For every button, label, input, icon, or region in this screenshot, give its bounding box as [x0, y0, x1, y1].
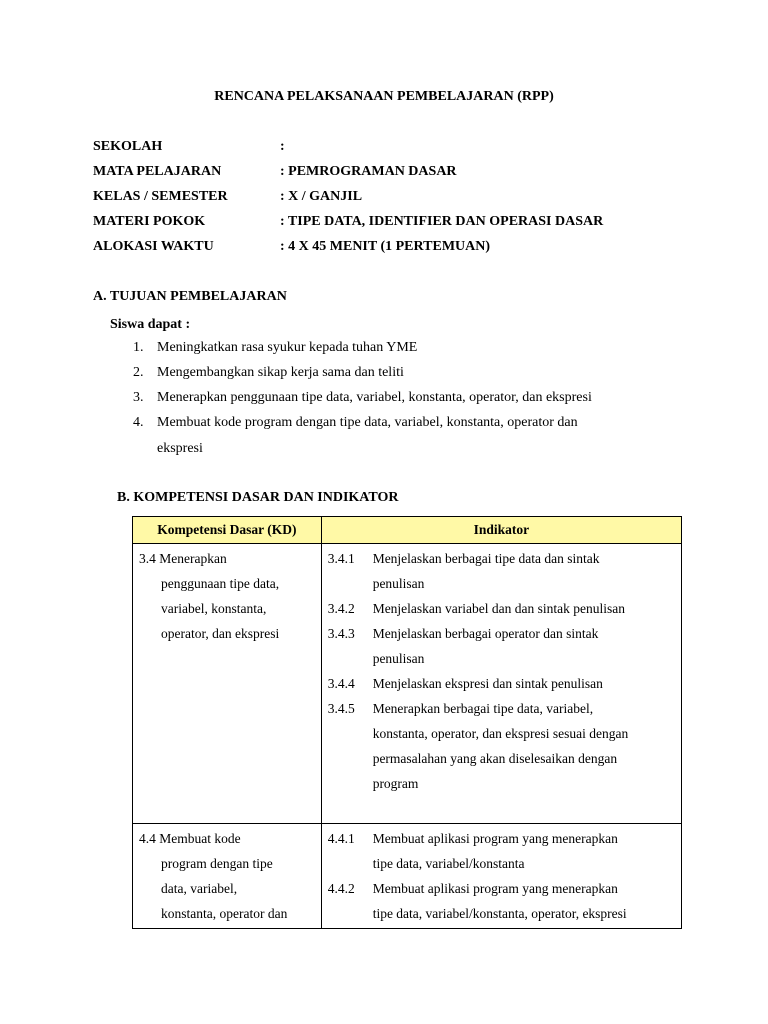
objective-text-continuation: ekspresi	[157, 441, 203, 456]
identity-row-subject	[93, 164, 457, 180]
indicator-line: permasalahan yang akan diselesaikan dengan	[372, 751, 618, 766]
identity-row-class	[93, 189, 362, 205]
identity-value: : TIPE DATA, IDENTIFIER DAN OPERASI DASAR	[280, 214, 604, 229]
objective-number: 4.	[133, 415, 144, 430]
identity-label: SEKOLAH	[93, 139, 163, 154]
identity-value: : X / GANJIL	[280, 189, 363, 204]
indicator-line: Menjelaskan ekspresi dan sintak penulisan	[372, 676, 603, 691]
section-b-heading: B. KOMPETENSI DASAR DAN INDIKATOR	[117, 490, 399, 505]
indicator-line: Menjelaskan berbagai operator dan sintak	[372, 626, 599, 641]
indicator-number: 3.4.5	[327, 701, 355, 716]
column-header-indicator: Indikator	[321, 517, 681, 544]
indicator-line: Menjelaskan berbagai tipe data dan sintak	[372, 551, 600, 566]
indicator-item	[328, 696, 675, 796]
objective-item	[133, 415, 578, 431]
objective-number: 2.	[133, 365, 144, 380]
indicator-line: Menjelaskan variabel dan dan sintak penulisan	[372, 601, 625, 616]
indicator-number: 3.4.2	[327, 601, 355, 616]
kd-line: operator, dan ekspresi	[161, 626, 280, 641]
objective-text: Menerapkan penggunaan tipe data, variabel, konstanta, operator, dan ekspresi	[157, 390, 592, 405]
indicator-cell	[321, 824, 681, 929]
kd-line: penggunaan tipe data,	[161, 576, 280, 591]
identity-row-topic	[93, 214, 603, 230]
indicator-item	[328, 546, 675, 596]
table-header-row	[133, 517, 682, 544]
indicator-item	[328, 876, 675, 926]
identity-label: KELAS / SEMESTER	[93, 189, 228, 204]
objective-number: 1.	[133, 340, 144, 355]
identity-row-school	[93, 139, 285, 155]
objective-item	[133, 390, 592, 406]
kd-line: 4.4 Membuat kode	[139, 831, 241, 846]
indicator-number: 3.4.1	[327, 551, 355, 566]
indicator-line: tipe data, variabel/konstanta, operator, ekspresi	[372, 906, 627, 921]
objective-text: Membuat kode program dengan tipe data, variabel, konstanta, operator dan	[157, 415, 578, 430]
kd-cell	[133, 544, 322, 824]
indicator-item	[328, 596, 675, 621]
identity-value: :	[280, 139, 285, 154]
indicator-line: Membuat aplikasi program yang menerapkan	[372, 831, 618, 846]
identity-value: : 4 X 45 MENIT (1 PERTEMUAN)	[280, 239, 491, 254]
objectives-lead: Siswa dapat :	[110, 317, 191, 332]
indicator-line: program	[372, 776, 419, 791]
indicator-cell	[321, 544, 681, 824]
indicator-line: penulisan	[372, 651, 425, 666]
document-title: RENCANA PELAKSANAAN PEMBELAJARAN (RPP)	[214, 89, 554, 104]
kd-line: konstanta, operator dan	[161, 906, 288, 921]
table-row	[133, 544, 682, 824]
indicator-line: tipe data, variabel/konstanta	[372, 856, 525, 871]
kd-line: data, variabel,	[161, 881, 238, 896]
indicator-line: konstanta, operator, dan ekspresi sesuai dengan	[372, 726, 629, 741]
objective-text: Mengembangkan sikap kerja sama dan teliti	[157, 365, 404, 380]
objective-number: 3.	[133, 390, 144, 405]
identity-label: MATERI POKOK	[93, 214, 206, 229]
identity-label: MATA PELAJARAN	[93, 164, 222, 179]
indicator-number: 3.4.4	[327, 676, 355, 691]
kd-line: program dengan tipe	[161, 856, 273, 871]
indicator-line: Membuat aplikasi program yang menerapkan	[372, 881, 618, 896]
objective-text: Meningkatkan rasa syukur kepada tuhan YME	[157, 340, 418, 355]
indicator-line: penulisan	[372, 576, 425, 591]
indicator-number: 4.4.2	[327, 881, 355, 896]
identity-value: : PEMROGRAMAN DASAR	[280, 164, 457, 179]
kd-cell	[133, 824, 322, 929]
indicator-number: 4.4.1	[327, 831, 355, 846]
identity-row-time	[93, 239, 490, 255]
indicator-item	[328, 671, 675, 696]
kd-line: 3.4 Menerapkan	[139, 551, 227, 566]
section-a-heading: A. TUJUAN PEMBELAJARAN	[93, 289, 287, 304]
table-row	[133, 824, 682, 929]
kd-line: variabel, konstanta,	[161, 601, 267, 616]
identity-label: ALOKASI WAKTU	[93, 239, 214, 254]
indicator-item	[328, 621, 675, 671]
indicator-number: 3.4.3	[327, 626, 355, 641]
competency-table	[132, 516, 682, 929]
indicator-item	[328, 826, 675, 876]
objective-item	[133, 365, 404, 381]
objective-item	[133, 340, 417, 356]
indicator-line: Menerapkan berbagai tipe data, variabel,	[372, 701, 594, 716]
column-header-kd: Kompetensi Dasar (KD)	[133, 517, 322, 544]
